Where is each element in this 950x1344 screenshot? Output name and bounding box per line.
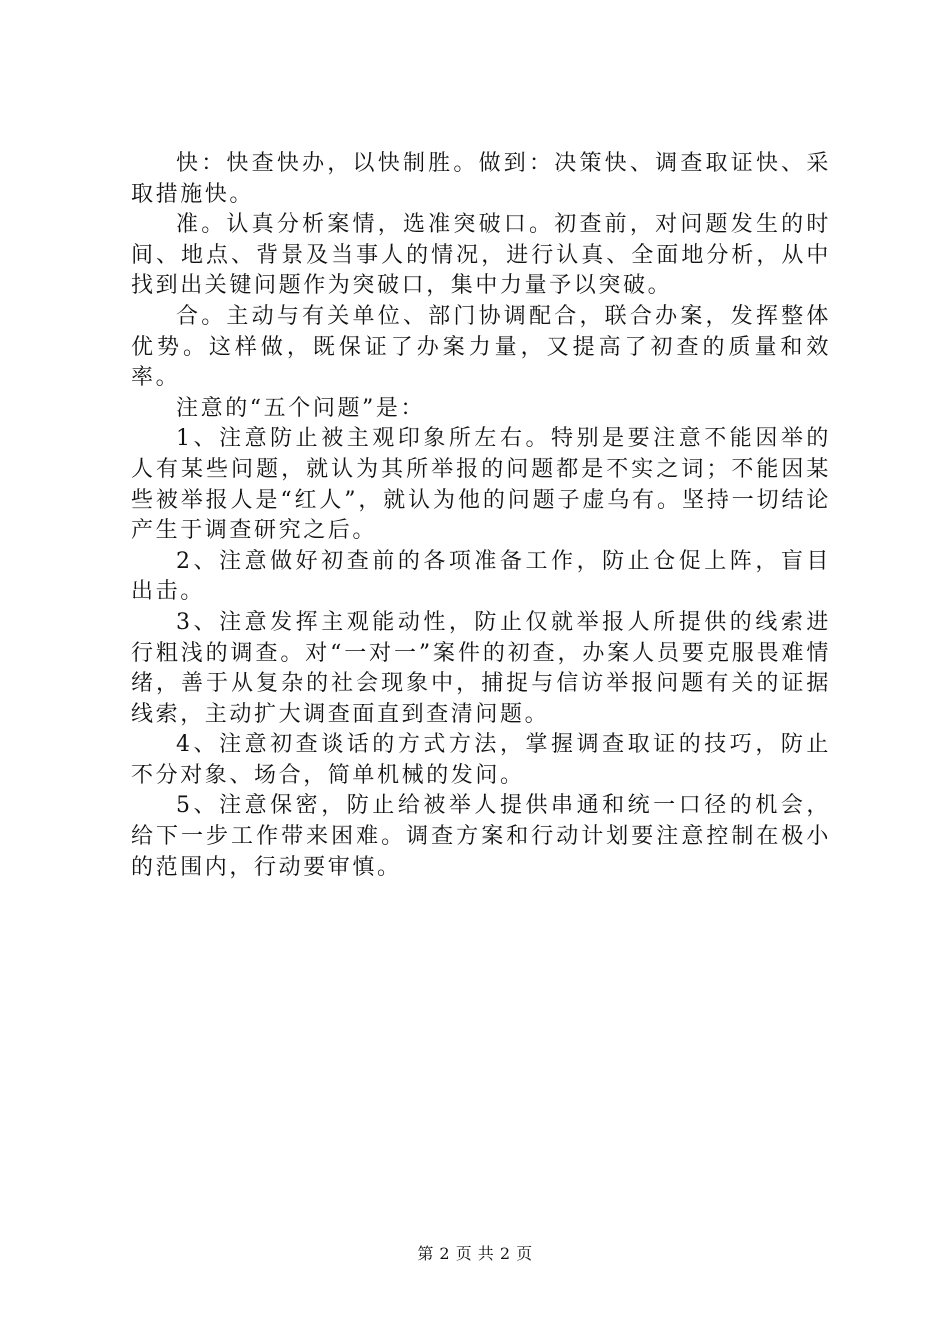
paragraph-issue-5: 5、注意保密，防止给被举人提供串通和统一口径的机会，给下一步工作带来困难。调查方案和行动计划要注意控制在极小的范围内，行动要审慎。 bbox=[131, 793, 831, 880]
paragraph-issue-1: 1、注意防止被主观印象所左右。特别是要注意不能因举的人有某些问题，就认为其所举报的问题都是不实之词；不能因某些被举报人是“红人”，就认为他的问题子虚乌有。坚持一切结论产生于调查研究之后。 bbox=[131, 426, 831, 544]
paragraph-cooperate: 合。主动与有关单位、部门协调配合，联合办案，发挥整体优势。这样做，既保证了办案力量，又提高了初查的质量和效率。 bbox=[131, 303, 831, 391]
paragraph-issue-4: 4、注意初查谈话的方式方法，掌握调查取证的技巧，防止不分对象、场合，简单机械的发问。 bbox=[131, 732, 831, 788]
paragraph-fast: 快：快查快办，以快制胜。做到：决策快、调查取证快、采取措施快。 bbox=[131, 151, 831, 207]
paragraph-accurate: 准。认真分析案情，选准突破口。初查前，对问题发生的时间、地点、背景及当事人的情况，进行认真、全面地分析，从中找到出关键问题作为突破口，集中力量予以突破。 bbox=[131, 212, 831, 299]
paragraph-five-issues-heading: 注意的“五个问题”是： bbox=[176, 395, 426, 421]
paragraph-issue-2: 2、注意做好初查前的各项准备工作，防止仓促上阵，盲目出击。 bbox=[131, 548, 831, 605]
paragraph-issue-3: 3、注意发挥主观能动性，防止仅就举报人所提供的线索进行粗浅的调查。对“一对一”案件的初查，办案人员要克服畏难情绪，善于从复杂的社会现象中，捕捉与信访举报问题有关的证据线索，主动扩大调查面直到查清问题。 bbox=[131, 609, 831, 727]
document-body bbox=[131, 149, 831, 883]
page-footer: 第 2 页 共 2 页 bbox=[417, 1244, 533, 1263]
